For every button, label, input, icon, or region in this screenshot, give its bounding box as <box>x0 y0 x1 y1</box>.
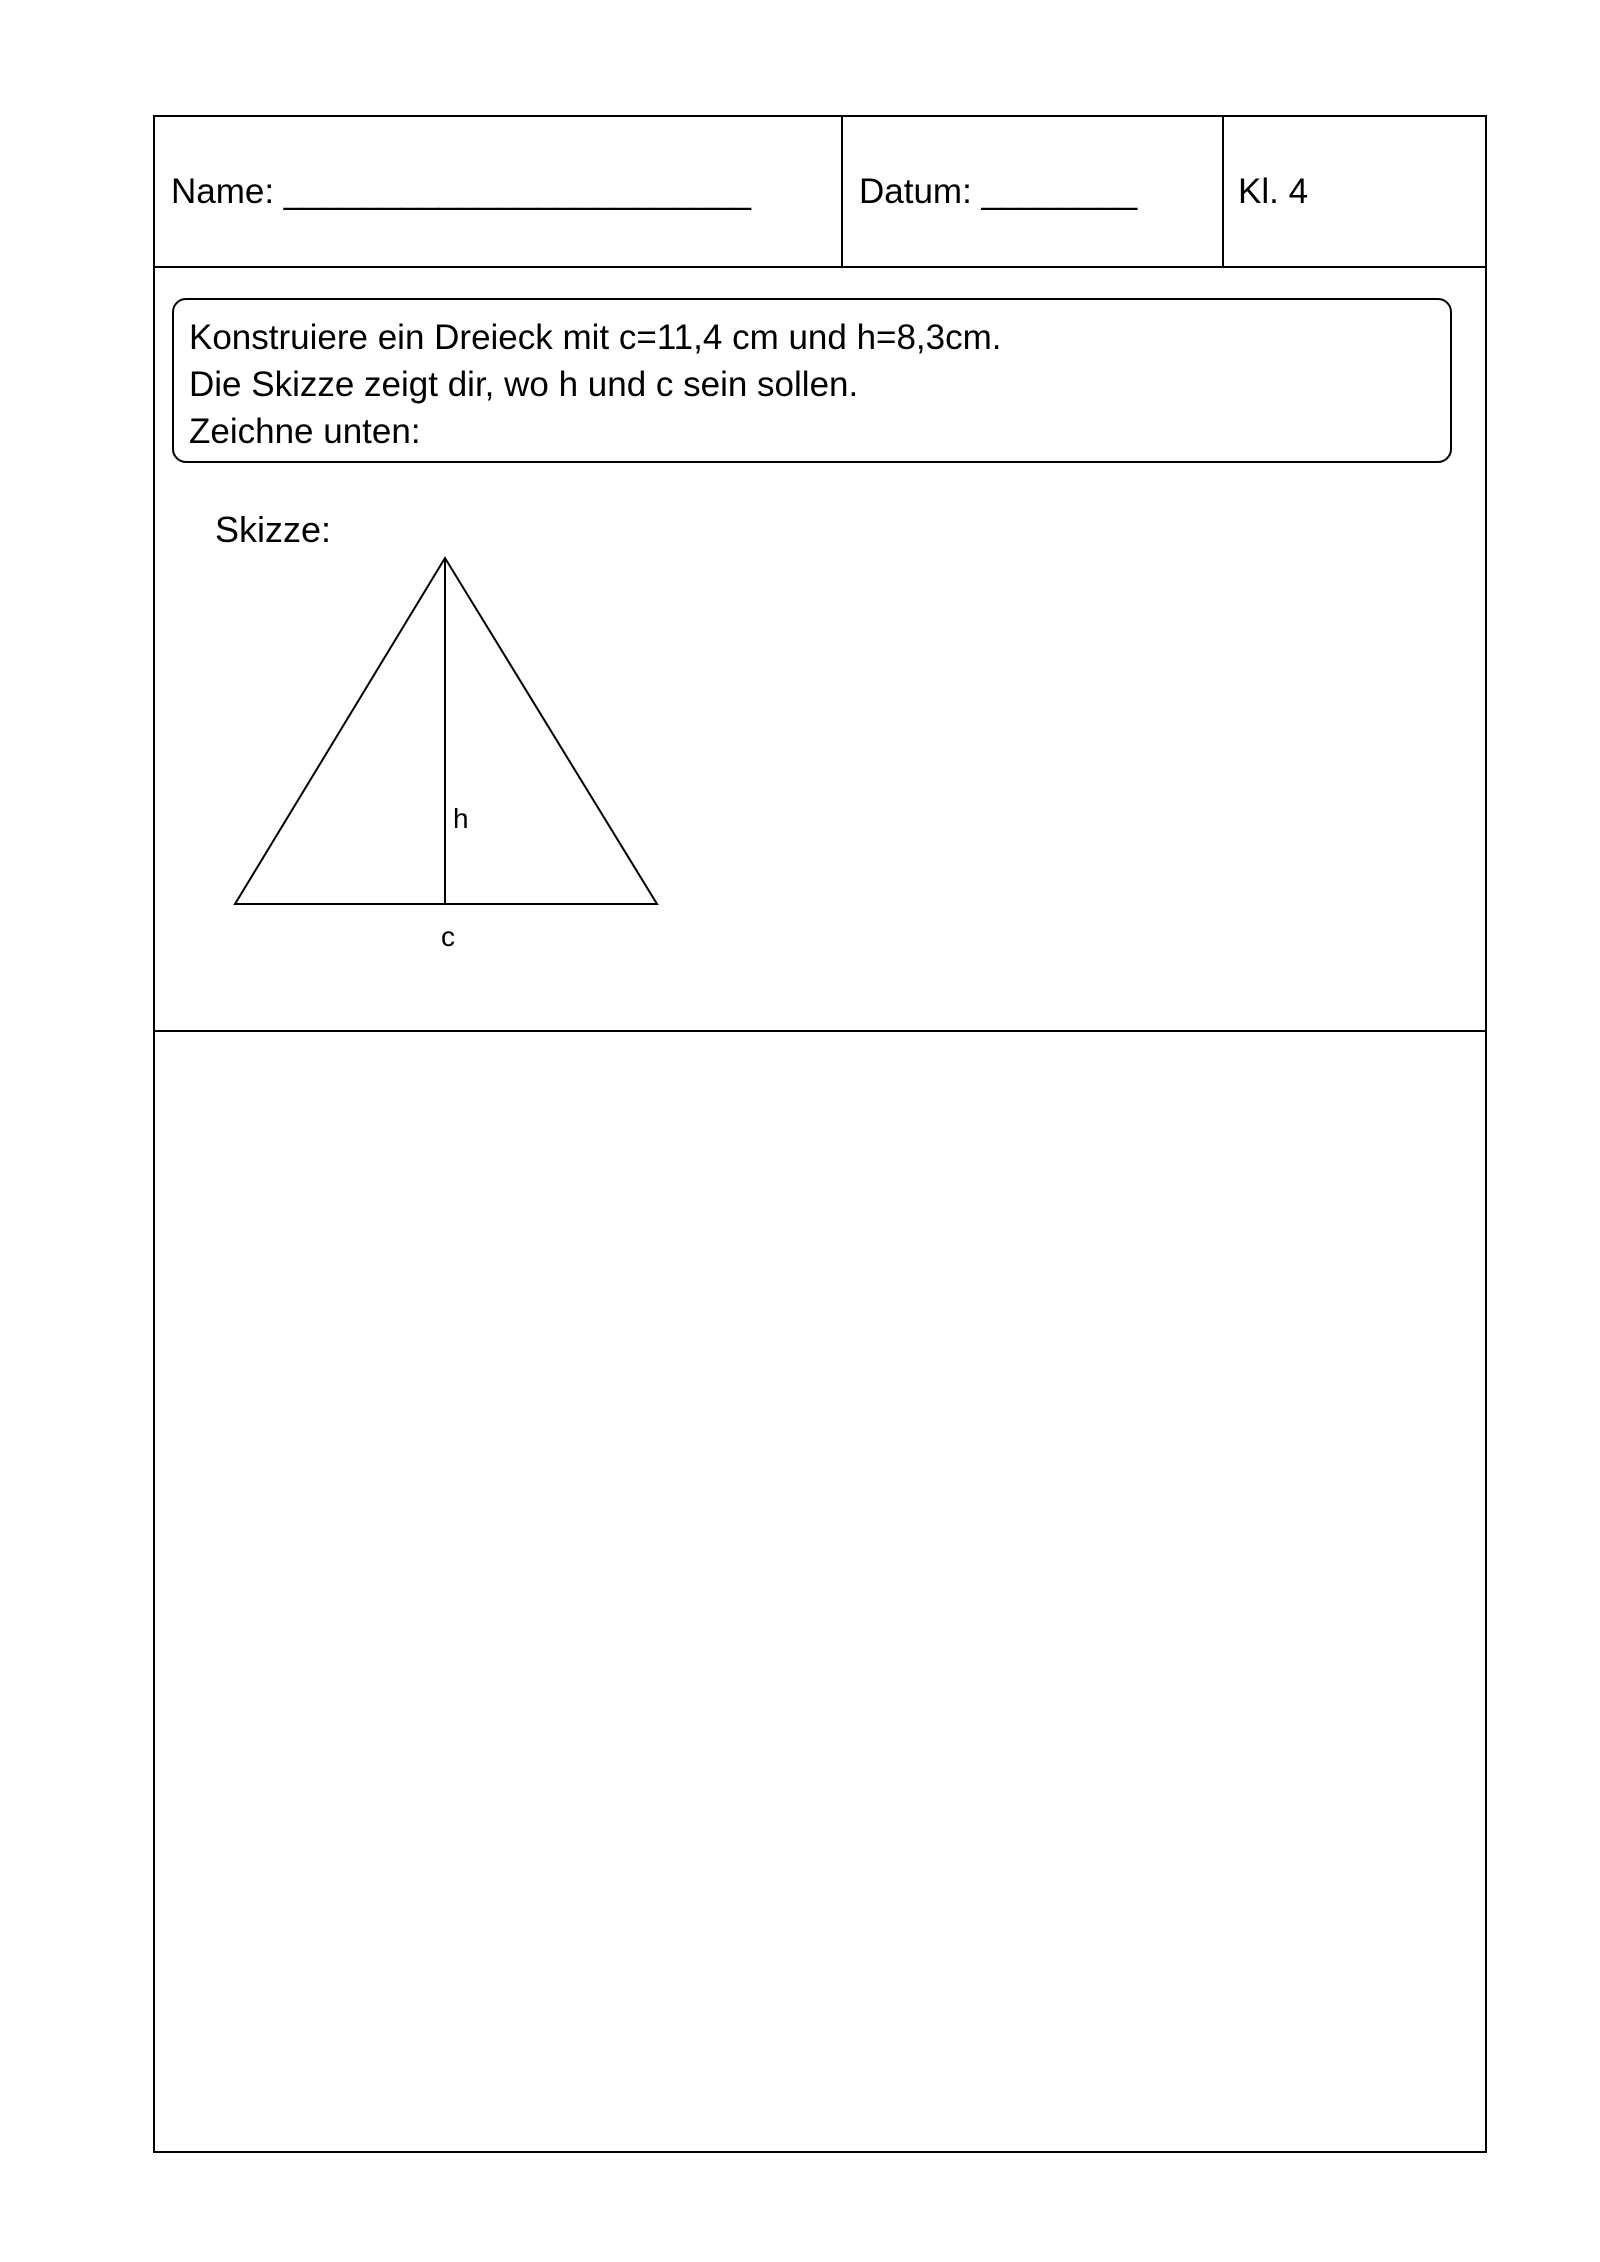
class-label: Kl. 4 <box>1238 172 1309 211</box>
sketch-label: Skizze: <box>215 509 332 550</box>
header-row <box>155 117 1485 268</box>
task-line-3: Zeichne unten: <box>189 412 421 451</box>
task-line-1: Konstruiere ein Dreieck mit c=11,4 cm und h=8,3cm. <box>189 318 1002 357</box>
worksheet-frame <box>153 115 1487 2153</box>
height-label: h <box>453 803 469 834</box>
drawing-area[interactable] <box>155 1032 1485 2151</box>
base-label: c <box>441 921 455 952</box>
task-area <box>155 268 1485 1032</box>
triangle-sketch <box>155 268 1485 1032</box>
task-line-2: Die Skizze zeigt dir, wo h und c sein sollen. <box>189 365 859 404</box>
name-field: Name: ________________________ <box>155 117 843 266</box>
date-field: Datum: ________ <box>843 117 1224 266</box>
